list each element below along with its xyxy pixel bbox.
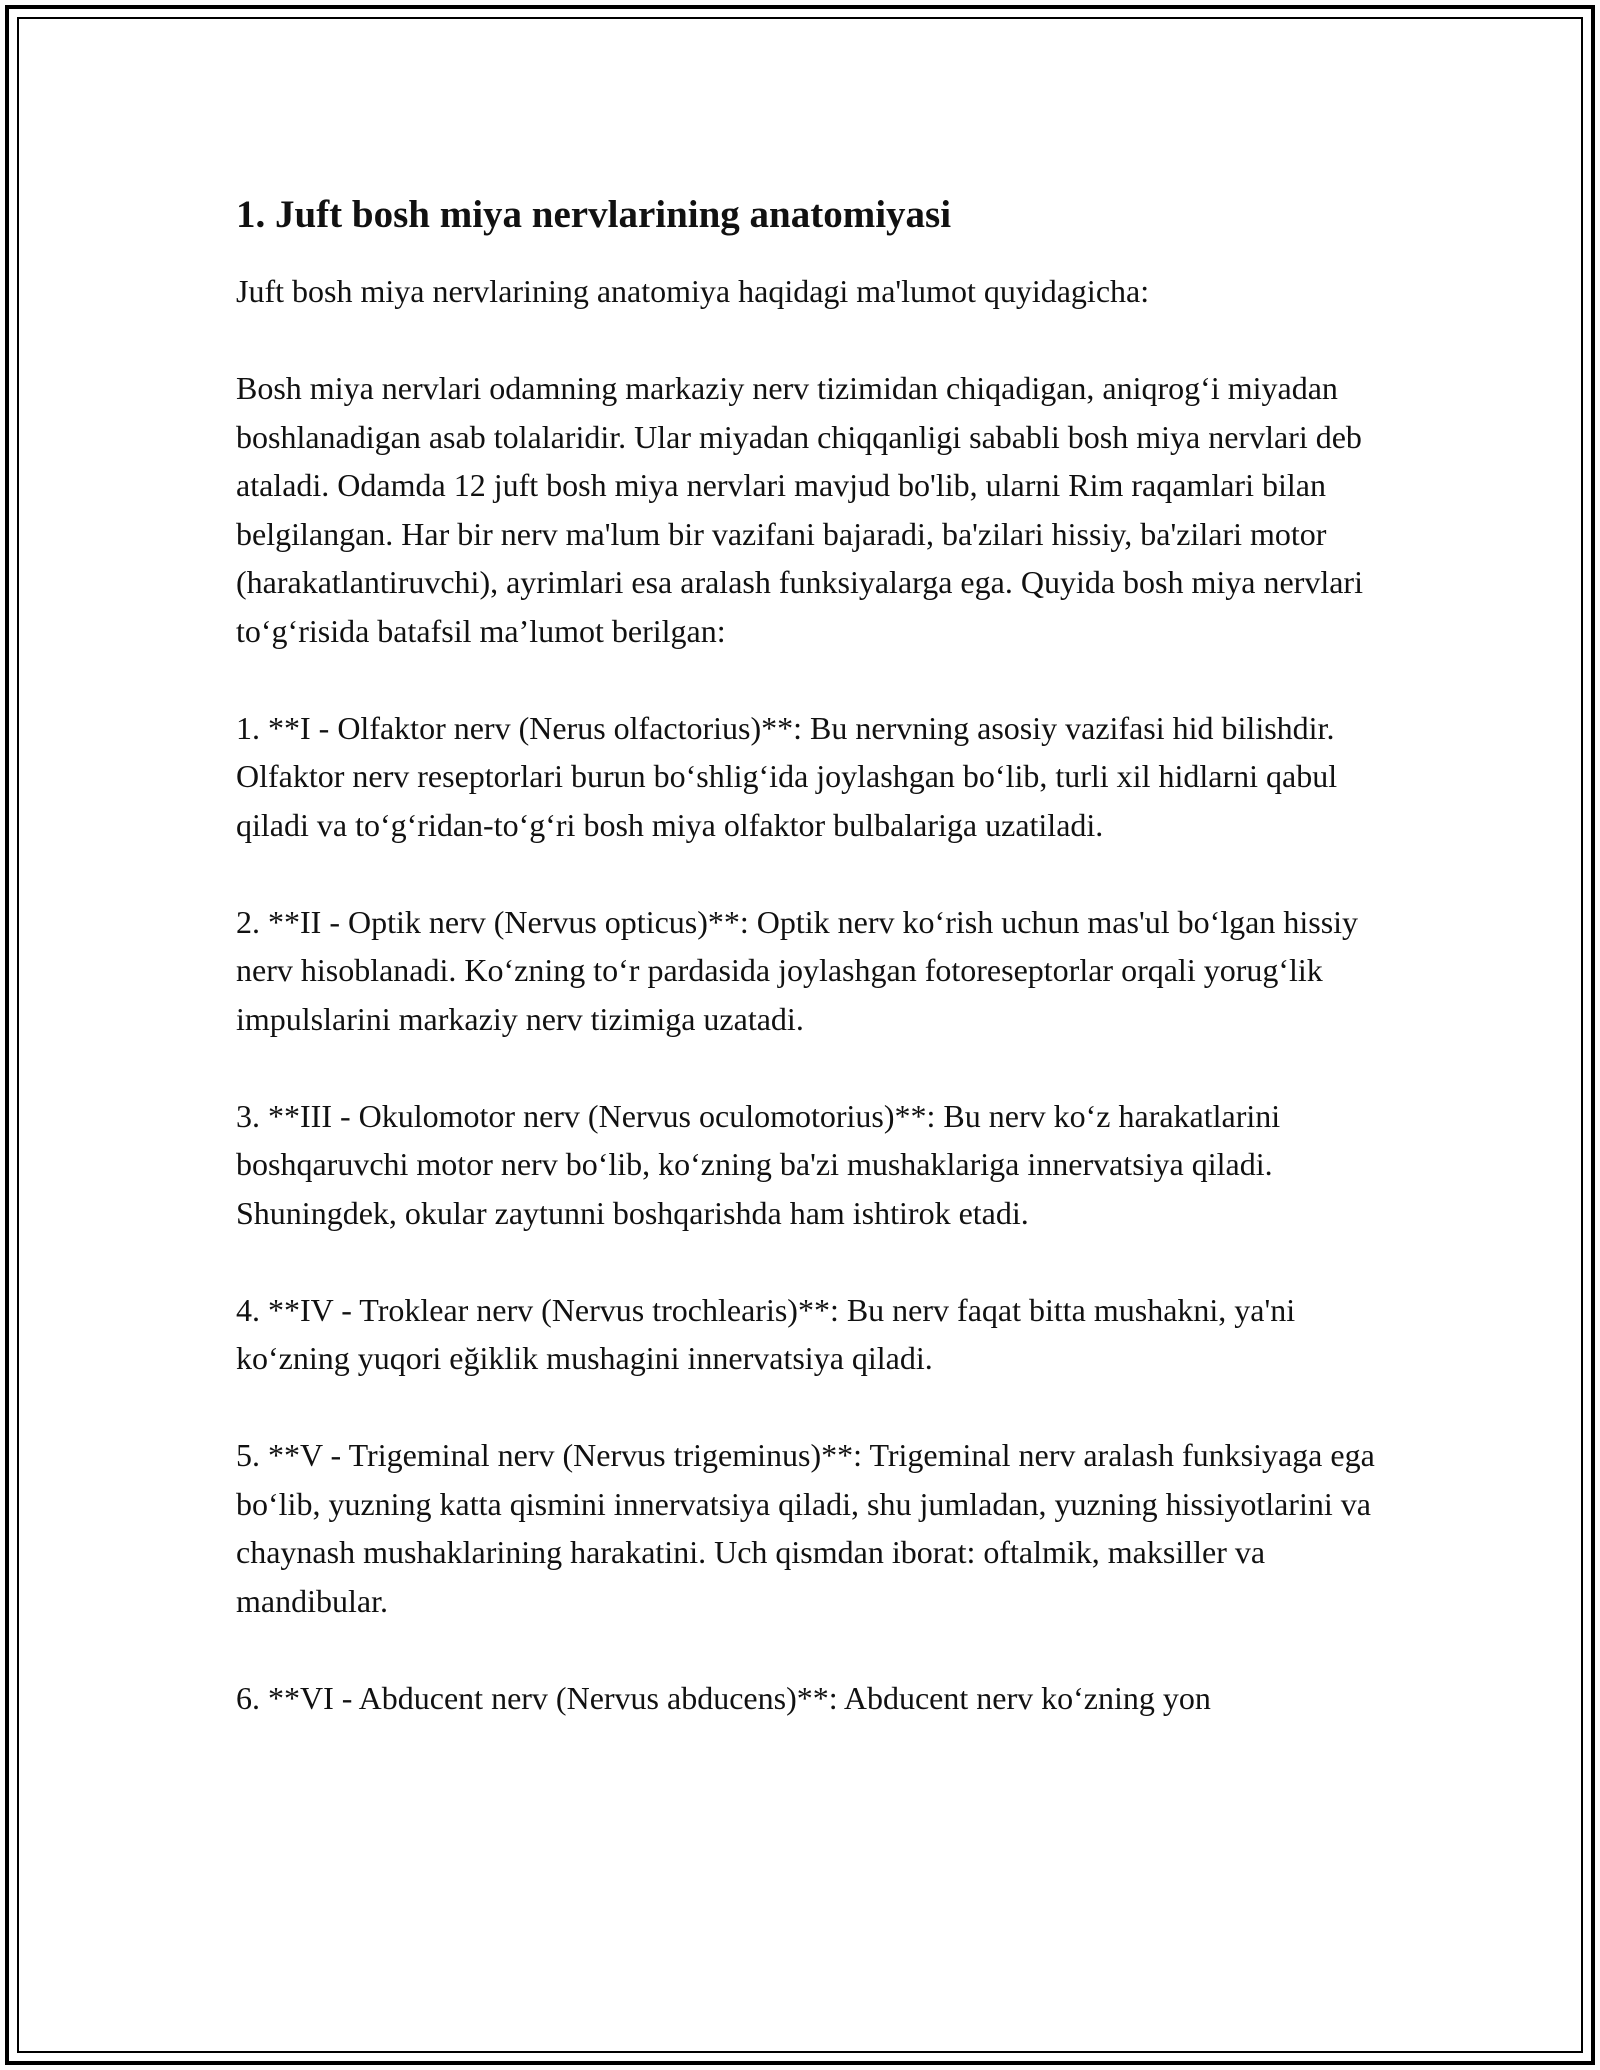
overview-paragraph: Bosh miya nervlari odamning markaziy nerv tizimidan chiqadigan, aniqrog‘i miyadan boshlanadigan asab tolalaridir. Ular miyadan chiqqanligi sababli bosh miya nervlari deb ataladi. Odamda 12 juft bosh miya nervlari mavjud bo'lib, ularni Rim raqamlari bilan belgilangan. Har bir nerv ma'lum bir vazifani bajaradi, ba'zilari hissiy, ba'zilari motor (harakatlantiruvchi), ayrimlari esa aralash funksiyalarga ega. Quyida bosh miya nervlari to‘g‘risida batafsil ma’lumot berilgan:	[236, 370, 1363, 649]
document-title: 1. Juft bosh miya nervlarining anatomiyasi	[236, 193, 952, 236]
nerve-item-3: 3. **III - Okulomotor nerv (Nervus oculomotorius)**: Bu nerv ko‘z harakatlarini boshqaruvchi motor nerv bo‘lib, ko‘zning ba'zi mushaklariga innervatsiya qiladi. Shuningdek, okular zaytunni boshqarishda ham ishtirok etadi.	[236, 1097, 1281, 1231]
nerve-item-4: 4. **IV - Troklear nerv (Nervus trochlearis)**: Bu nerv faqat bitta mushakni, ya'ni ko‘zning yuqori eğiklik mushagini innervatsiya qiladi.	[236, 1291, 1296, 1376]
intro-paragraph: Juft bosh miya nervlarining anatomiya haqidagi ma'lumot quyidagicha:	[236, 273, 1150, 309]
nerve-item-6: 6. **VI - Abducent nerv (Nervus abducens)**: Abducent nerv ko‘zning yon	[236, 1679, 1211, 1716]
nerve-item-2: 2. **II - Optik nerv (Nervus opticus)**: Optik nerv ko‘rish uchun mas'ul bo‘lgan hissiy nerv hisoblanadi. Ko‘zning to‘r pardasida joylashgan fotoreseptorlar orqali yorug‘lik impulslarini markaziy nerv tizimiga uzatadi.	[236, 903, 1359, 1037]
nerve-item-1: 1. **I - Olfaktor nerv (Nerus olfactorius)**: Bu nervning asosiy vazifasi hid bilishdir. Olfaktor nerv reseptorlari burun bo‘shlig‘ida joylashgan bo‘lib, turli xil hidlarni qabul qiladi va to‘g‘ridan-to‘g‘ri bosh miya olfaktor bulbalariga uzatiladi.	[236, 709, 1338, 843]
document-body	[236, 189, 1396, 1722]
nerve-item-5: 5. **V - Trigeminal nerv (Nervus trigeminus)**: Trigeminal nerv aralash funksiyaga ega bo‘lib, yuzning katta qismini innervatsiya qiladi, shu jumladan, yuzning hissiyotlarini va chaynash mushaklarining harakatini. Uch qismdan iborat: oftalmik, maksiller va mandibular.	[236, 1437, 1375, 1619]
